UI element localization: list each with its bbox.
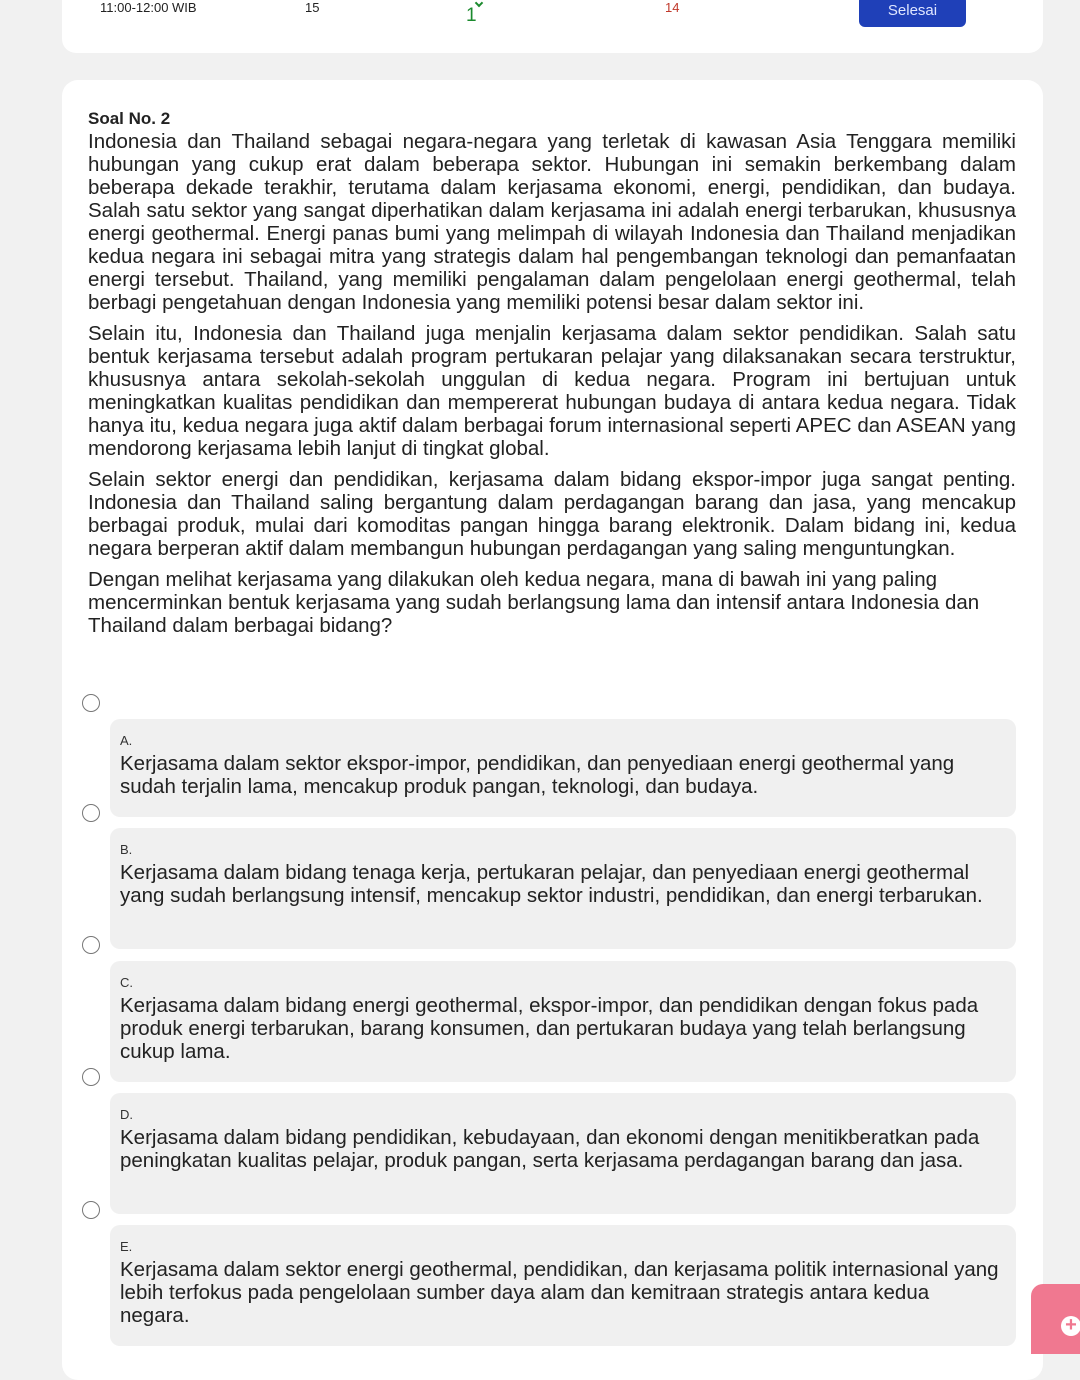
plus-circle-icon: + xyxy=(1061,1316,1080,1336)
option-text: Kerjasama dalam bidang pendidikan, kebudayaan, dan ekonomi dengan menitikberatkan pada peningkatan kualitas pelajar, produk pangan, serta kerjasama perdagangan barang dan jasa. xyxy=(120,1126,980,1172)
option-e-radio-icon[interactable] xyxy=(82,1201,100,1219)
question-card xyxy=(62,80,1043,1380)
option-letter: A. xyxy=(120,733,133,748)
question-paragraph: Selain sektor energi dan pendidikan, kerjasama dalam bidang ekspor-impor juga sangat penting. Indonesia dan Thailand saling bergantung dalam perdagangan barang dan jasa, yang mencakup berbagai produk, mulai dari komoditas pangan hingga barang elektronik. Dalam bidang ini, kedua negara berperan aktif dalam membangun hubungan perdagangan yang saling menguntungkan. xyxy=(88,468,1016,560)
option-e[interactable] xyxy=(110,1225,1016,1346)
option-d-radio-icon[interactable] xyxy=(82,1068,100,1086)
option-a-radio-icon[interactable] xyxy=(82,694,100,712)
question-number: Soal No. 2 xyxy=(88,109,171,128)
option-text: Kerjasama dalam bidang energi geothermal, ekspor-impor, dan pendidikan dengan fokus pada produk energi terbarukan, barang konsumen, dan pertukaran budaya yang telah berlangsung cukup lama. xyxy=(120,994,979,1063)
option-a[interactable] xyxy=(110,719,1016,817)
exam-header xyxy=(62,0,1043,53)
option-b[interactable] xyxy=(110,828,1016,949)
option-text: Kerjasama dalam bidang tenaga kerja, pertukaran pelajar, dan penyediaan energi geothermal yang sudah berlangsung intensif, mencakup sektor industri, pendidikan, dan energi terbarukan. xyxy=(120,861,983,907)
option-letter: D. xyxy=(120,1107,133,1122)
option-letter: C. xyxy=(120,975,133,990)
remaining-count: 14 xyxy=(665,0,680,15)
answered-count: 15 xyxy=(305,0,320,15)
exam-time-range: 11:00-12:00 WIB xyxy=(100,0,197,15)
option-b-radio-icon[interactable] xyxy=(82,804,100,822)
question-prompt: Dengan melihat kerjasama yang dilakukan oleh kedua negara, mana di bawah ini yang paling mencerminkan bentuk kerjasama yang sudah berlangsung lama dan intensif antara Indonesia dan Thailand dalam berbagai bidang? xyxy=(88,568,980,637)
option-c[interactable] xyxy=(110,961,1016,1082)
question-paragraph: Indonesia dan Thailand sebagai negara-negara yang terletak di kawasan Asia Tenggara memiliki hubungan yang cukup erat dalam beberapa sektor. Hubungan ini semakin berkembang dalam beberapa dekade terakhir, terutama dalam kerjasama ekonomi, energi, pendidikan, dan budaya. Salah satu sektor yang sangat diperhatikan dalam kerjasama ini adalah energi terbarukan, khususnya energi geothermal. Energi panas bumi yang melimpah di wilayah Indonesia dan Thailand menjadikan kedua negara ini sebagai mitra yang strategis dalam hal pengembangan teknologi dan pemanfaatan energi tersebut. Thailand, yang memiliki pengalaman dalam pengelolaan energi geothermal, telah berbagi pengetahuan dengan Indonesia yang memiliki potensi besar dalam sektor ini. xyxy=(88,130,1016,314)
option-c-radio-icon[interactable] xyxy=(82,936,100,954)
option-letter: E. xyxy=(120,1239,133,1254)
question-body xyxy=(88,130,1016,645)
option-letter: B. xyxy=(120,842,133,857)
question-paragraph: Selain itu, Indonesia dan Thailand juga menjalin kerjasama dalam sektor pendidikan. Salah satu bentuk kerjasama tersebut adalah program pertukaran pelajar yang dilaksanakan secara terstruktur, khususnya antara sekolah-sekolah unggulan di kedua negara. Program ini bertujuan untuk meningkatkan kualitas pendidikan dan mempererat hubungan budaya di antara kedua negara. Tidak hanya itu, kedua negara juga aktif dalam berbagai forum internasional seperti APEC dan ASEAN yang mendorong kerjasama lebih lanjut di tingkat global. xyxy=(88,322,1016,460)
option-text: Kerjasama dalam sektor ekspor-impor, pendidikan, dan penyediaan energi geothermal yang sudah terjalin lama, mencakup produk pangan, teknologi, dan budaya. xyxy=(120,752,955,798)
option-text: Kerjasama dalam sektor energi geothermal, pendidikan, dan kerjasama politik internasional yang lebih terfokus pada pengelolaan sumber daya alam dan kemitraan strategis antara kedua negara. xyxy=(120,1258,999,1327)
finish-button[interactable]: Selesai xyxy=(859,0,966,27)
current-question-number: 1 xyxy=(466,5,477,26)
option-d[interactable] xyxy=(110,1093,1016,1214)
